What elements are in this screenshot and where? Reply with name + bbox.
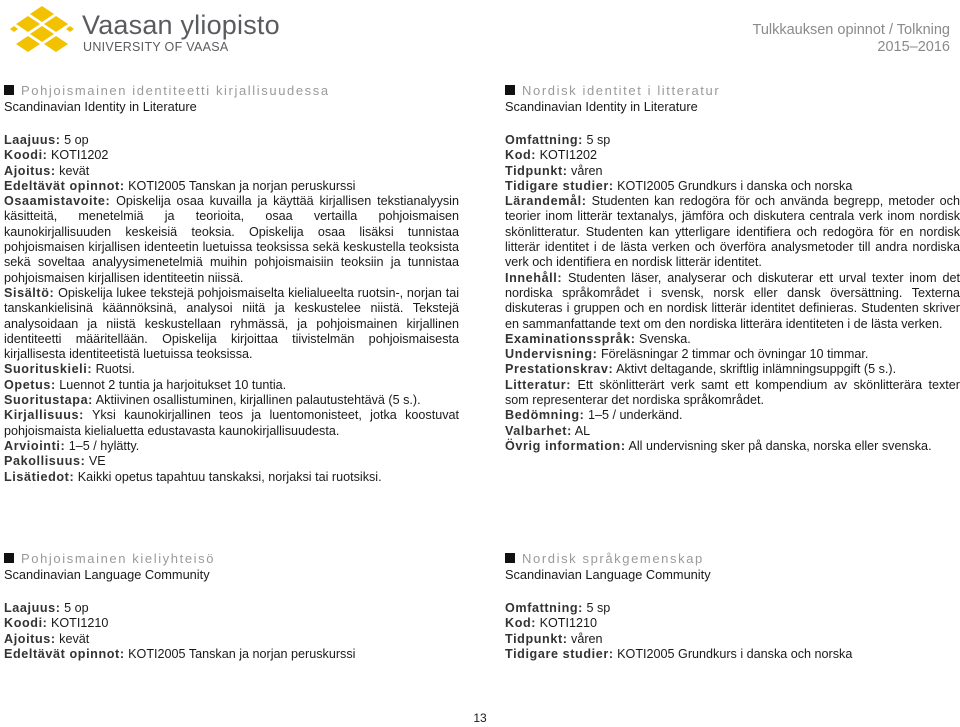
course-field	[4, 470, 459, 485]
section-title: Nordisk identitet i litteratur	[505, 83, 960, 99]
field-value: Opiskelija osaa kuvailla ja käyttää kirjallisen tekstianalyysin käsitteitä, menetelmiä ja teorioita, osaa vertailla pohjoismaisen kaunokirjallisuuden keskeisiä teoksia. Opiskelija osaa lisäksi tunnistaa pohjoismaisen kirjallisen identeetin luetuissa teoksissa sekä keskustella teoksista sekä soveltaa analyysimenetelmiä muihin pohjoismaisiin teoksiin ja tunnistaa pohjoismaisen kirjallisen identiteetin niissä.	[4, 194, 459, 285]
field-value: Studenten läser, analyserar och diskuterar ett urval texter inom det nordiska språkområdet i svensk, norsk eller dansk översättning. Texterna diskuteras i gruppen och en nordisk litterär identitet definieras. Studenten skriver en sammanfattande text om den nordiska litterära identiteten i de lästa verken.	[505, 270, 960, 331]
section-tr	[505, 83, 960, 454]
field-label: Examinationsspråk:	[505, 331, 636, 346]
field-label: Undervisning:	[505, 347, 598, 362]
field-label: Pakollisuus:	[4, 454, 86, 469]
course-field	[4, 378, 459, 393]
field-value: Yksi kaunokirjallinen teos ja luentomonisteet, jotka koostuvat pohjoismaista kielialuetta edustavasta kaunokirjallisuudesta.	[4, 408, 459, 438]
field-value: 5 op	[60, 133, 89, 147]
field-value: KOTI1210	[47, 616, 109, 631]
course-field	[505, 632, 960, 647]
field-value: 1–5 / underkänd.	[584, 408, 683, 423]
course-field	[4, 408, 459, 439]
field-value: 5 sp	[582, 601, 611, 615]
field-label: Kirjallisuus:	[4, 408, 84, 423]
field-value: KOTI2005 Grundkurs i danska och norska	[613, 178, 853, 193]
course-field	[505, 148, 960, 163]
course-details	[4, 133, 459, 485]
course-field	[4, 616, 459, 631]
field-value: KOTI1202	[536, 148, 597, 163]
field-label: Ajoitus:	[4, 631, 56, 646]
course-field	[4, 179, 459, 194]
field-value: Ruotsi.	[92, 362, 135, 377]
course-field	[505, 332, 960, 347]
brand-name-en: UNIVERSITY OF VAASA	[83, 40, 229, 54]
field-label: Tidpunkt:	[505, 631, 568, 646]
section-subtitle: Scandinavian Language Community	[505, 567, 711, 582]
field-label: Laajuus:	[4, 601, 61, 615]
bullet-square-icon	[4, 85, 14, 95]
field-label: Lärandemål:	[505, 194, 587, 209]
course-field	[4, 647, 459, 662]
field-value: VE	[85, 454, 106, 469]
course-field	[4, 439, 459, 454]
field-value: KOTI2005 Grundkurs i danska och norska	[613, 646, 853, 661]
section-br	[505, 551, 960, 662]
field-label: Omfattning:	[505, 601, 583, 615]
field-label: Suorituskieli:	[4, 362, 93, 377]
section-subtitle: Scandinavian Identity in Literature	[4, 99, 197, 114]
field-label: Arviointi:	[4, 438, 66, 453]
academic-years: 2015–2016	[877, 39, 950, 55]
header-program	[753, 22, 951, 56]
field-value: Ett skönlitterärt verk samt ett kompendium av skönlitterära texter som representerar det nordiska språkområdet.	[505, 377, 960, 408]
field-value: kevät	[55, 631, 90, 646]
field-label: Ajoitus:	[4, 163, 56, 178]
course-field	[505, 647, 960, 662]
course-field	[4, 148, 459, 163]
bullet-square-icon	[505, 553, 515, 563]
course-field	[4, 454, 459, 469]
field-label: Tidpunkt:	[505, 163, 568, 178]
field-label: Litteratur:	[505, 377, 572, 392]
program-title: Tulkkauksen opinnot / Tolkning	[752, 22, 950, 38]
field-value: Studenten kan redogöra för och använda begrepp, metoder och teorier inom litterär textanalys, jämföra och diskutera centrala verk inom nordisk skönlitteratur. Studenten kan ytterligare identifiera och redogöra för en nordisk litterär identitet i de lästa verken och överföra analysmetoder till andra nordiska verk och identifiera en nordisk litterär identitet.	[505, 194, 960, 270]
field-label: Kod:	[505, 148, 537, 163]
university-logo-icon	[8, 4, 76, 56]
course-details	[4, 601, 459, 662]
field-value: Opiskelija lukee tekstejä pohjoismaiselta kielialueelta ruotsin-, norjan tai tanskankielisinä käännöksinä, analysoi niitä ja keskustelee niistä. Tekstejä analysoidaan ja niistä keskustellaan ryhmässä, ja pohjoismainen kirjallinen identiteetti määritellään. Opiskelija kirjoittaa tiivistelmän pohjoismaisesta kirjallisesta identiteetistä luetuissa teoksissa.	[4, 285, 459, 362]
course-field	[4, 393, 459, 408]
field-value: våren	[567, 163, 603, 178]
bullet-square-icon	[505, 85, 515, 95]
field-value: KOTI2005 Tanskan ja norjan peruskurssi	[124, 178, 356, 193]
page-header	[0, 0, 960, 62]
field-label: Valbarhet:	[505, 423, 572, 438]
course-field	[505, 378, 960, 409]
field-value: våren	[567, 631, 603, 646]
course-field	[505, 271, 960, 332]
field-label: Suoritustapa:	[4, 393, 93, 408]
field-label: Opetus:	[4, 377, 56, 392]
field-value: kevät	[55, 163, 90, 178]
brand-name-fi: Vaasan yliopisto	[82, 10, 280, 40]
field-value: AL	[571, 423, 591, 438]
course-field	[4, 194, 459, 286]
course-field	[505, 439, 960, 454]
course-field	[505, 133, 960, 148]
page-number: 13	[473, 711, 487, 725]
course-field	[505, 164, 960, 179]
course-field	[505, 362, 960, 377]
field-value: 5 sp	[582, 133, 611, 147]
field-label: Sisältö:	[4, 285, 55, 300]
course-field	[505, 179, 960, 194]
course-field	[4, 133, 459, 148]
field-label: Tidigare studier:	[505, 646, 614, 661]
field-value: Aktivt deltagande, skriftlig inlämningsuppgift (5 s.).	[613, 362, 897, 377]
field-value: 1–5 / hylätty.	[65, 438, 140, 453]
field-label: Tidigare studier:	[505, 178, 614, 193]
field-label: Prestationskrav:	[505, 362, 614, 377]
section-title: Nordisk språkgemenskap	[505, 551, 960, 567]
field-label: Lisätiedot:	[4, 469, 75, 484]
section-title: Pohjoismainen identiteetti kirjallisuudessa	[4, 83, 459, 99]
course-field	[505, 408, 960, 423]
course-field	[4, 164, 459, 179]
course-details	[505, 601, 960, 662]
field-value: Svenska.	[635, 331, 691, 346]
field-value: Kaikki opetus tapahtuu tanskaksi, norjaksi tai ruotsiksi.	[74, 469, 382, 484]
field-label: Koodi:	[4, 616, 48, 631]
field-value: KOTI1202	[47, 148, 109, 163]
section-subtitle: Scandinavian Language Community	[4, 567, 210, 582]
field-label: Bedömning:	[505, 408, 585, 423]
course-field	[505, 424, 960, 439]
course-details	[505, 133, 960, 454]
field-value: Föreläsningar 2 timmar och övningar 10 timmar.	[597, 347, 869, 362]
field-label: Edeltävät opinnot:	[4, 646, 125, 661]
section-bl	[4, 551, 459, 662]
field-value: KOTI1210	[536, 616, 597, 631]
course-field	[4, 632, 459, 647]
field-label: Edeltävät opinnot:	[4, 178, 125, 193]
course-field	[505, 616, 960, 631]
field-value: KOTI2005 Tanskan ja norjan peruskurssi	[124, 646, 356, 661]
field-label: Osaamistavoite:	[4, 194, 111, 209]
section-title: Pohjoismainen kieliyhteisö	[4, 551, 459, 567]
course-field	[4, 286, 459, 362]
section-subtitle: Scandinavian Identity in Literature	[505, 99, 698, 114]
course-field	[4, 601, 459, 616]
field-value: 5 op	[60, 601, 89, 615]
field-label: Koodi:	[4, 148, 48, 163]
course-field	[505, 194, 960, 270]
course-field	[505, 347, 960, 362]
course-field	[4, 362, 459, 377]
field-label: Kod:	[505, 616, 537, 631]
bullet-square-icon	[4, 553, 14, 563]
field-label: Laajuus:	[4, 133, 61, 147]
field-label: Omfattning:	[505, 133, 583, 147]
field-label: Övrig information:	[505, 438, 626, 453]
field-value: Aktiivinen osallistuminen, kirjallinen palautustehtävä (5 s.).	[92, 393, 421, 408]
field-value: Luennot 2 tuntia ja harjoitukset 10 tuntia.	[55, 377, 287, 392]
field-value: All undervisning sker på danska, norska eller svenska.	[625, 438, 932, 453]
course-field	[505, 601, 960, 616]
field-label: Innehåll:	[505, 270, 563, 285]
section-tl	[4, 83, 459, 485]
